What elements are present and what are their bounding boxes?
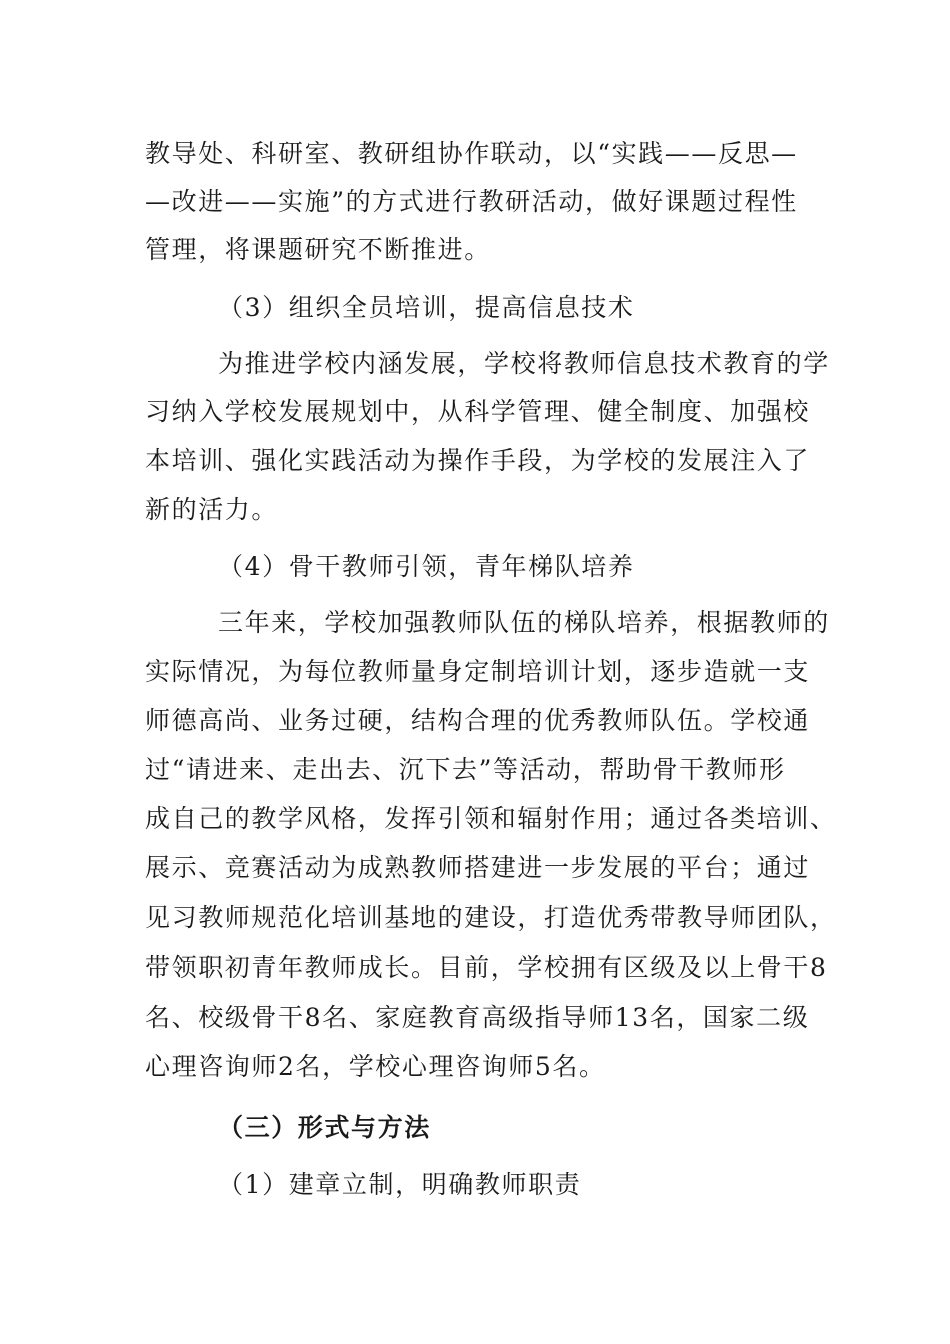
paragraph-line: 习纳入学校发展规划中，从科学管理、健全制度、加强校	[145, 397, 811, 426]
paragraph-line: 成自己的教学风格，发挥引领和辐射作用；通过各类培训、	[145, 804, 837, 833]
paragraph-line: 见习教师规范化培训基地的建设，打造优秀带教导师团队，	[145, 903, 837, 932]
subheading-4: （4）骨干教师引领，青年梯队培养	[218, 552, 635, 581]
paragraph-line: 实际情况，为每位教师量身定制培训计划，逐步造就一支	[145, 657, 811, 686]
subheading-3: （3）组织全员培训，提高信息技术	[218, 293, 635, 322]
subheading-1: （1）建章立制，明确教师职责	[218, 1170, 582, 1199]
paragraph-line: —改进——实施”的方式进行教研活动，做好课题过程性	[145, 187, 798, 216]
paragraph-line: 管理，将课题研究不断推进。	[145, 235, 491, 264]
paragraph-line: 展示、竞赛活动为成熟教师搭建进一步发展的平台；通过	[145, 853, 811, 882]
paragraph-line: 师德高尚、业务过硬，结构合理的优秀教师队伍。学校通	[145, 706, 811, 735]
paragraph-line: 过“请进来、走出去、沉下去”等活动，帮助骨干教师形	[145, 755, 786, 784]
paragraph-line: 为推进学校内涵发展，学校将教师信息技术教育的学	[218, 349, 830, 378]
paragraph-line: 带领职初青年教师成长。目前，学校拥有区级及以上骨干8	[145, 953, 828, 982]
section-heading: （三）形式与方法	[218, 1113, 431, 1142]
paragraph-line: 教导处、科研室、教研组协作联动，以“实践——反思—	[145, 139, 798, 168]
paragraph-line: 三年来，学校加强教师队伍的梯队培养，根据教师的	[218, 608, 830, 637]
paragraph-line: 心理咨询师2名，学校心理咨询师5名。	[145, 1052, 606, 1081]
paragraph-line: 名、校级骨干8名、家庭教育高级指导师13名，国家二级	[145, 1003, 810, 1032]
paragraph-line: 新的活力。	[145, 495, 279, 524]
paragraph-line: 本培训、强化实践活动为操作手段，为学校的发展注入了	[145, 446, 811, 475]
